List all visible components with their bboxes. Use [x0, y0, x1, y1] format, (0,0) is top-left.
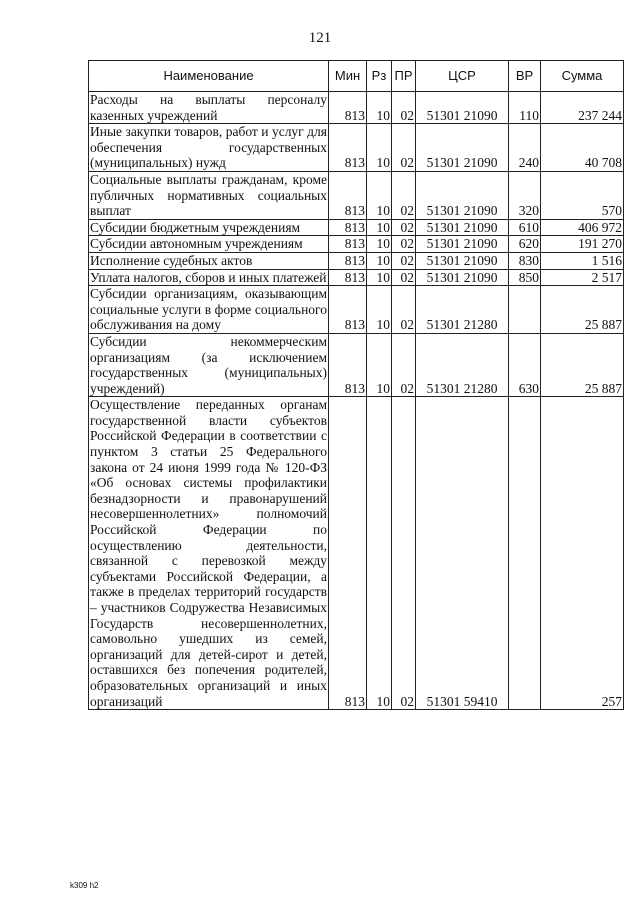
row-rz: 10	[367, 124, 392, 172]
header-csr: ЦСР	[416, 61, 509, 92]
row-vr: 610	[509, 219, 541, 236]
row-pr: 02	[392, 92, 416, 124]
row-csr: 51301 21090	[416, 92, 509, 124]
page-number: 121	[308, 30, 332, 46]
table-row	[89, 124, 624, 172]
row-csr: 51301 21090	[416, 124, 509, 172]
row-name: Субсидии бюджетным учреждениям	[89, 219, 329, 236]
table-row	[89, 236, 624, 253]
row-sum: 570	[541, 171, 624, 219]
row-name: Социальные выплаты гражданам, кроме публичных нормативных социальных выплат	[90, 171, 327, 219]
row-min: 813	[329, 269, 367, 286]
row-min: 813	[329, 124, 367, 172]
header-min: Мин	[329, 61, 367, 92]
row-name: Расходы на выплаты персоналу казенных учреждений	[90, 92, 327, 123]
table-row	[89, 333, 624, 396]
row-rz: 10	[367, 219, 392, 236]
row-min: 813	[329, 286, 367, 334]
row-vr: 830	[509, 252, 541, 269]
row-sum: 1 516	[541, 252, 624, 269]
row-rz: 10	[367, 236, 392, 253]
table-row	[89, 269, 624, 286]
budget-table	[88, 60, 624, 710]
row-pr: 02	[392, 236, 416, 253]
row-min: 813	[329, 397, 367, 710]
row-pr: 02	[392, 286, 416, 334]
row-vr	[509, 397, 541, 710]
table-row	[89, 219, 624, 236]
row-min: 813	[329, 252, 367, 269]
row-min: 813	[329, 333, 367, 396]
row-name: Субсидии организациям, оказывающим социальные услуги в форме социального обслуживания на дому	[90, 286, 327, 333]
row-csr: 51301 21090	[416, 236, 509, 253]
row-pr: 02	[392, 397, 416, 710]
row-sum: 237 244	[541, 92, 624, 124]
row-sum: 40 708	[541, 124, 624, 172]
row-name: Исполнение судебных актов	[89, 252, 329, 269]
row-csr: 51301 59410	[416, 397, 509, 710]
row-pr: 02	[392, 219, 416, 236]
row-pr: 02	[392, 171, 416, 219]
header-sum: Сумма	[541, 61, 624, 92]
row-vr: 630	[509, 333, 541, 396]
row-pr: 02	[392, 124, 416, 172]
row-vr: 110	[509, 92, 541, 124]
row-vr: 240	[509, 124, 541, 172]
table-row	[89, 286, 624, 334]
table-row	[89, 252, 624, 269]
row-name: Субсидии некоммерческим организациям (за исключением государственных (муниципальных) учреждений)	[90, 333, 327, 396]
row-vr	[509, 286, 541, 334]
row-rz: 10	[367, 333, 392, 396]
row-sum: 406 972	[541, 219, 624, 236]
row-name: Уплата налогов, сборов и иных платежей	[89, 269, 329, 286]
row-rz: 10	[367, 269, 392, 286]
row-csr: 51301 21090	[416, 252, 509, 269]
header-name: Наименование	[89, 61, 329, 92]
row-csr: 51301 21090	[416, 219, 509, 236]
row-pr: 02	[392, 269, 416, 286]
row-name: Субсидии автономным учреждениям	[89, 236, 329, 253]
row-name: Иные закупки товаров, работ и услуг для обеспечения государственных (муниципальных) нужд	[90, 124, 327, 171]
footer-code: k309 h2	[70, 881, 99, 890]
row-csr: 51301 21280	[416, 286, 509, 334]
table-row	[89, 397, 624, 710]
row-rz: 10	[367, 252, 392, 269]
header-rz: Рз	[367, 61, 392, 92]
row-min: 813	[329, 171, 367, 219]
row-rz: 10	[367, 171, 392, 219]
row-vr: 320	[509, 171, 541, 219]
row-sum: 25 887	[541, 333, 624, 396]
table-header-row	[89, 61, 624, 92]
row-pr: 02	[392, 252, 416, 269]
table-row	[89, 171, 624, 219]
row-rz: 10	[367, 92, 392, 124]
row-sum: 191 270	[541, 236, 624, 253]
row-vr: 620	[509, 236, 541, 253]
row-sum: 25 887	[541, 286, 624, 334]
row-rz: 10	[367, 286, 392, 334]
header-vr: ВР	[509, 61, 541, 92]
header-pr: ПР	[392, 61, 416, 92]
row-vr: 850	[509, 269, 541, 286]
table-row	[89, 92, 624, 124]
row-min: 813	[329, 219, 367, 236]
row-pr: 02	[392, 333, 416, 396]
row-csr: 51301 21090	[416, 269, 509, 286]
row-sum: 2 517	[541, 269, 624, 286]
row-csr: 51301 21090	[416, 171, 509, 219]
row-sum: 257	[541, 397, 624, 710]
row-rz: 10	[367, 397, 392, 710]
row-name: Осуществление переданных органам государственной власти субъектов Российской Федерации в соответствии с пунктом 3 статьи 25 Федерального закона от 24 июня 1999 года № 120-ФЗ «Об основах системы профилактики безнадзорности и правонарушений несовершеннолетних» полномочий Российской Федерации по осуществлению деятельности, связанной с перевозкой между субъектами Российской Федерации, а также в пределах территорий государств – участников Содружества Независимых Государств несовершеннолетних, самовольно ушедших из семей, организаций для детей-сирот и детей, оставшихся без попечения родителей, образовательных организаций и иных организаций	[90, 397, 327, 709]
row-min: 813	[329, 236, 367, 253]
row-min: 813	[329, 92, 367, 124]
row-csr: 51301 21280	[416, 333, 509, 396]
